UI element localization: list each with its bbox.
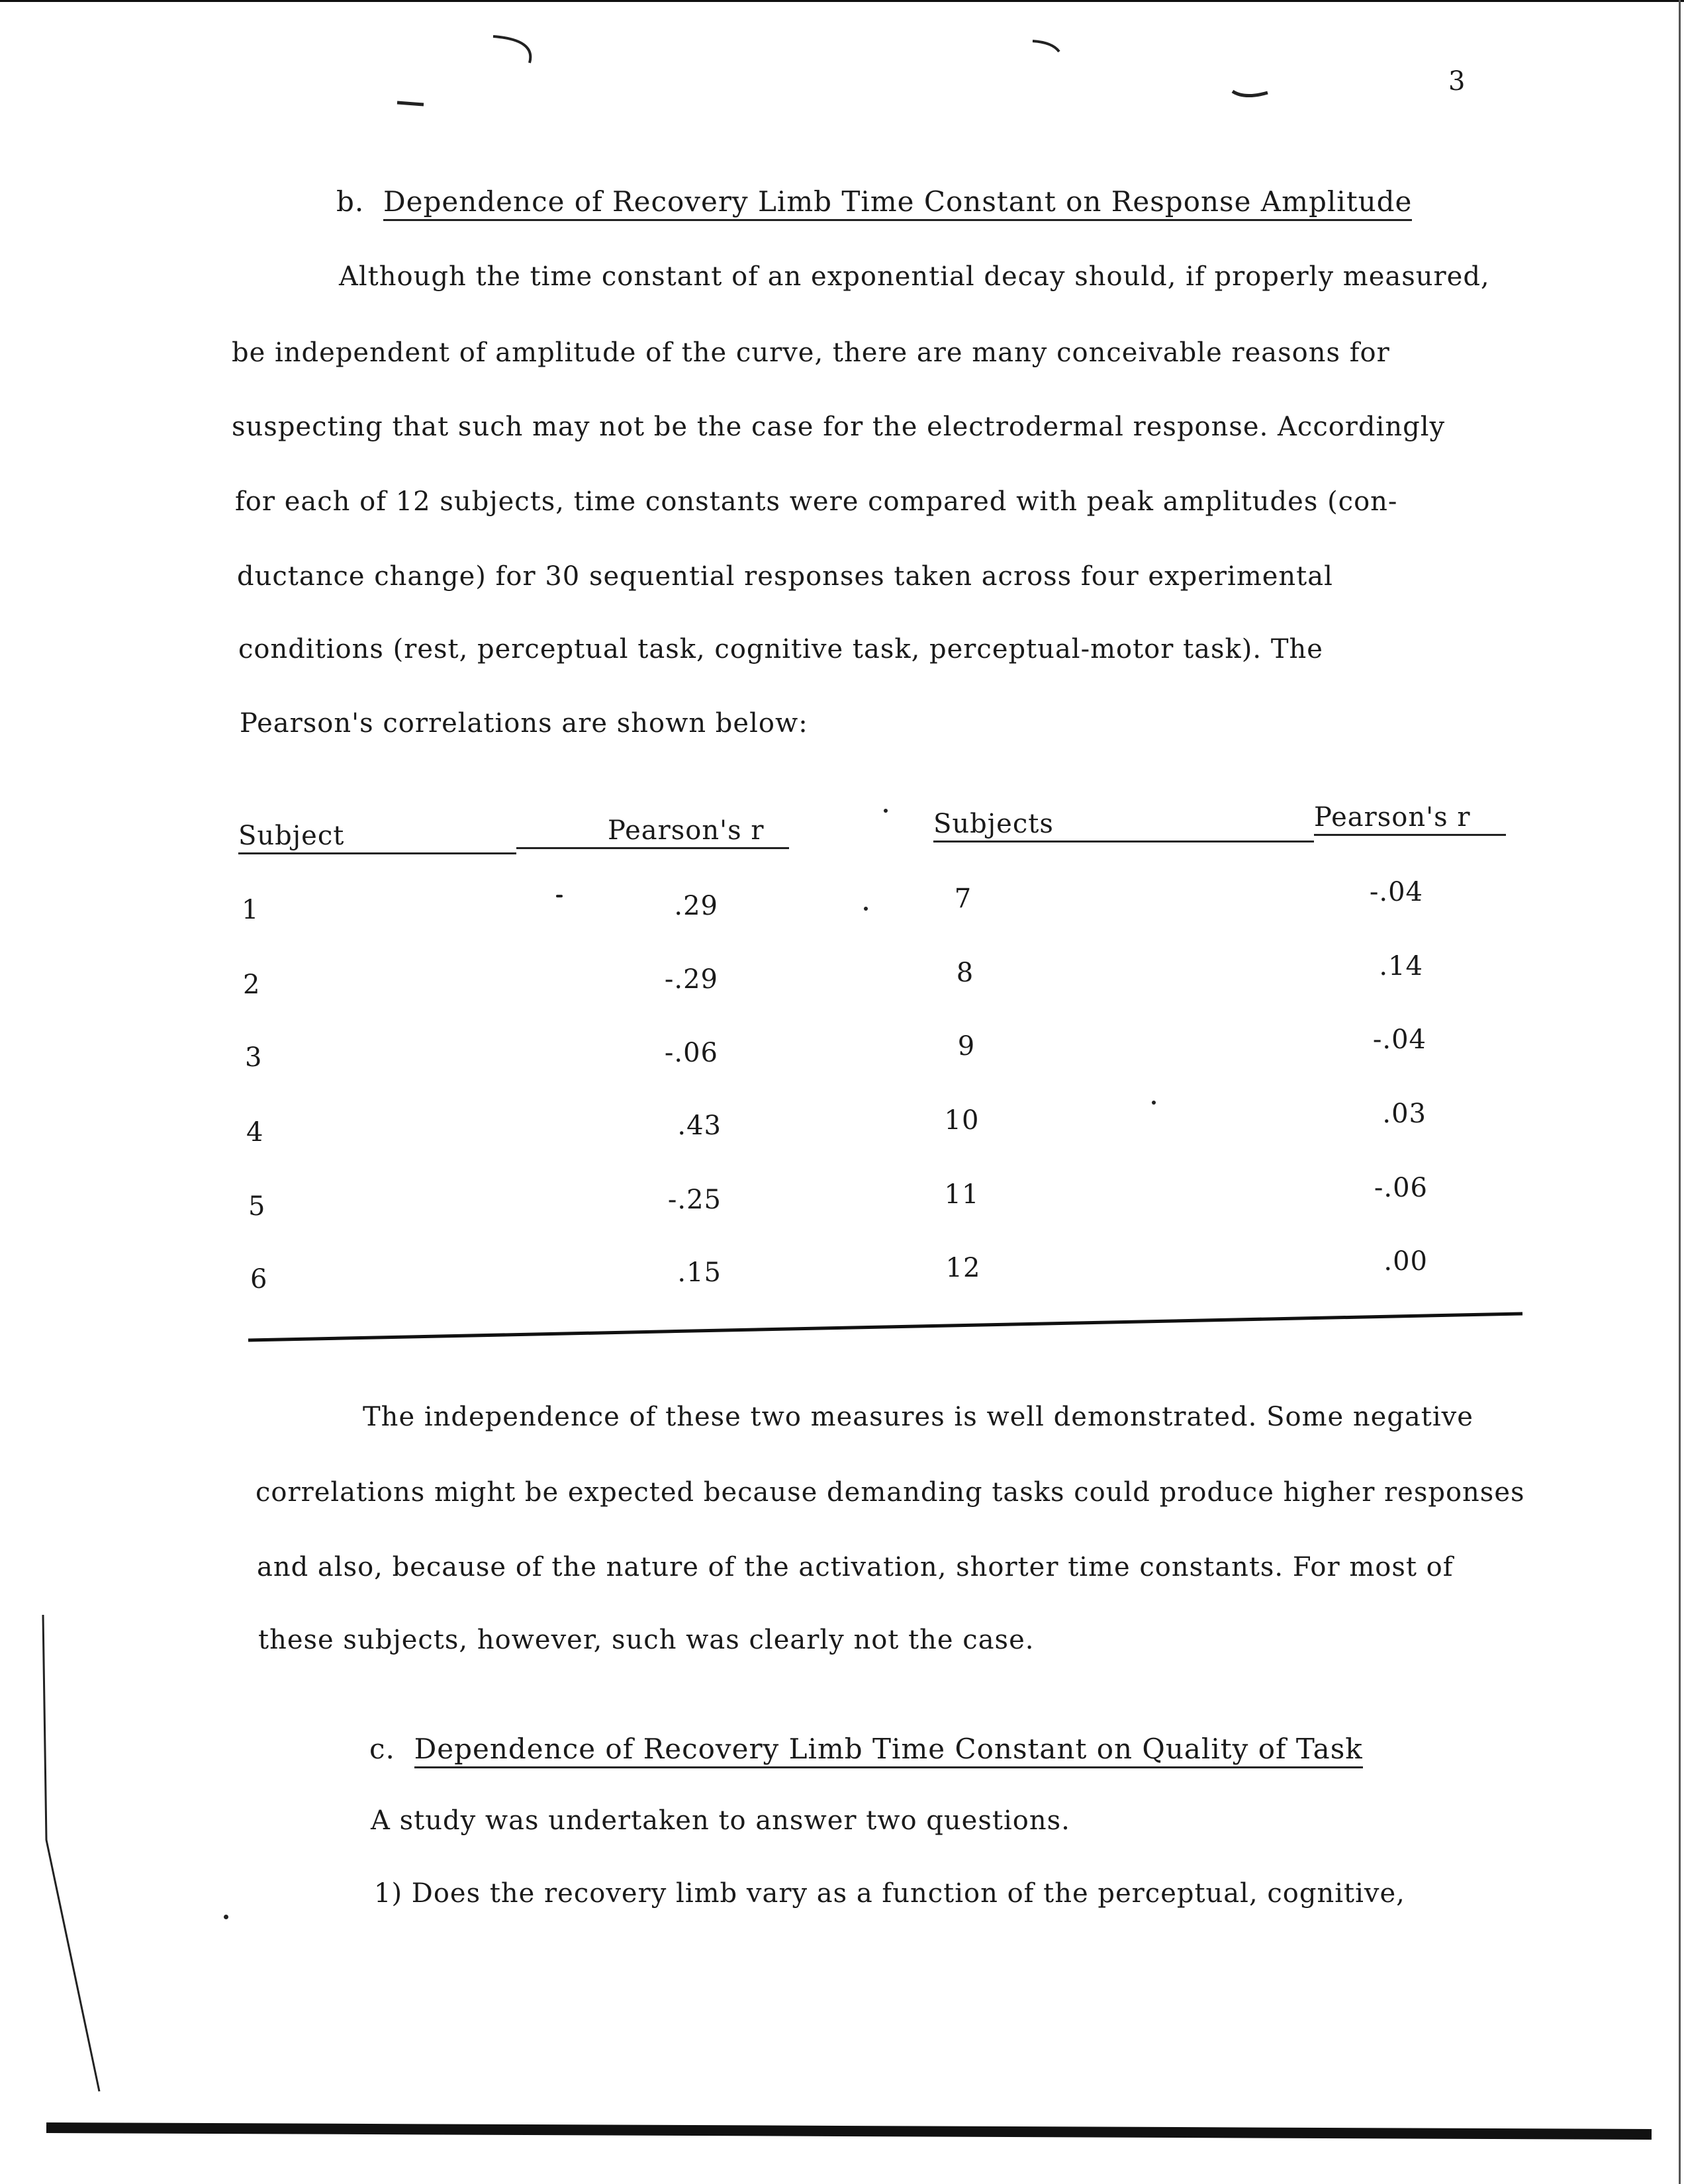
r-cell: -.06 xyxy=(664,1038,718,1068)
subject-cell: 6 xyxy=(250,1264,268,1295)
r-cell: -.06 xyxy=(1374,1173,1428,1203)
r-cell: .14 xyxy=(1379,951,1423,981)
header-pearson-left: Pearson's r xyxy=(516,815,789,849)
page-number: 3 xyxy=(1448,66,1466,97)
subject-cell: 9 xyxy=(957,1031,976,1062)
discussion-line: The independence of these two measures is well demonstrated. Some negative xyxy=(363,1402,1474,1432)
subject-cell: 7 xyxy=(954,884,972,914)
paragraph-line: ductance change) for 30 sequential responses taken across four experimental xyxy=(237,561,1333,592)
r-cell: -.25 xyxy=(667,1185,722,1215)
subject-cell: 12 xyxy=(945,1253,981,1283)
header-subject: Subject xyxy=(238,821,516,854)
paragraph-line: suspecting that such may not be the case for the electrodermal response. Accordingly xyxy=(232,412,1446,442)
paragraph-line: conditions (rest, perceptual task, cognitive task, perceptual-motor task). The xyxy=(238,634,1323,664)
section-c-title: Dependence of Recovery Limb Time Constant on Quality of Task xyxy=(414,1733,1363,1768)
r-cell: .03 xyxy=(1382,1099,1427,1129)
subject-cell: 8 xyxy=(956,958,974,988)
discussion-line: correlations might be expected because demanding tasks could produce higher responses xyxy=(256,1477,1525,1508)
r-cell: .00 xyxy=(1383,1246,1428,1277)
stray-dot xyxy=(224,1915,228,1919)
subject-cell: 5 xyxy=(248,1191,266,1222)
section-c-intro: A study was undertaken to answer two questions. xyxy=(371,1805,1070,1836)
stray-dot xyxy=(556,895,563,897)
question-1: 1) Does the recovery limb vary as a function of the perceptual, cognitive, xyxy=(374,1878,1405,1909)
stray-dot xyxy=(1152,1101,1156,1105)
header-subjects: Subjects xyxy=(933,809,1314,842)
r-cell: .43 xyxy=(677,1111,722,1141)
discussion-line: these subjects, however, such was clearly not the case. xyxy=(258,1625,1035,1655)
paragraph-line: Although the time constant of an exponential decay should, if properly measured, xyxy=(339,261,1490,292)
subject-cell: 3 xyxy=(245,1042,263,1073)
discussion-line: and also, because of the nature of the activation, shorter time constants. For most of xyxy=(257,1552,1454,1582)
paragraph-line: be independent of amplitude of the curve, there are many conceivable reasons for xyxy=(232,338,1390,368)
r-cell: -.04 xyxy=(1372,1024,1427,1055)
paragraph-line: Pearson's correlations are shown below: xyxy=(240,708,808,739)
subject-cell: 2 xyxy=(243,970,261,1000)
r-cell: .29 xyxy=(674,891,718,921)
section-b-title: Dependence of Recovery Limb Time Constant on Response Amplitude xyxy=(383,185,1412,221)
subject-cell: 11 xyxy=(944,1179,980,1210)
section-b-letter: b. xyxy=(336,185,365,218)
section-c-letter: c. xyxy=(369,1733,395,1765)
r-cell: .15 xyxy=(677,1257,722,1288)
subject-cell: 1 xyxy=(242,895,259,925)
r-cell: -.29 xyxy=(664,964,718,995)
r-cell: -.04 xyxy=(1369,877,1423,907)
stray-dot xyxy=(864,907,868,911)
subject-cell: 4 xyxy=(246,1117,264,1148)
header-pearson-right: Pearson's r xyxy=(1314,802,1506,836)
subject-cell: 10 xyxy=(944,1105,980,1136)
section-c-heading xyxy=(369,1733,1363,1765)
stray-dot xyxy=(884,809,888,813)
paragraph-line: for each of 12 subjects, time constants were compared with peak amplitudes (con- xyxy=(235,486,1398,517)
